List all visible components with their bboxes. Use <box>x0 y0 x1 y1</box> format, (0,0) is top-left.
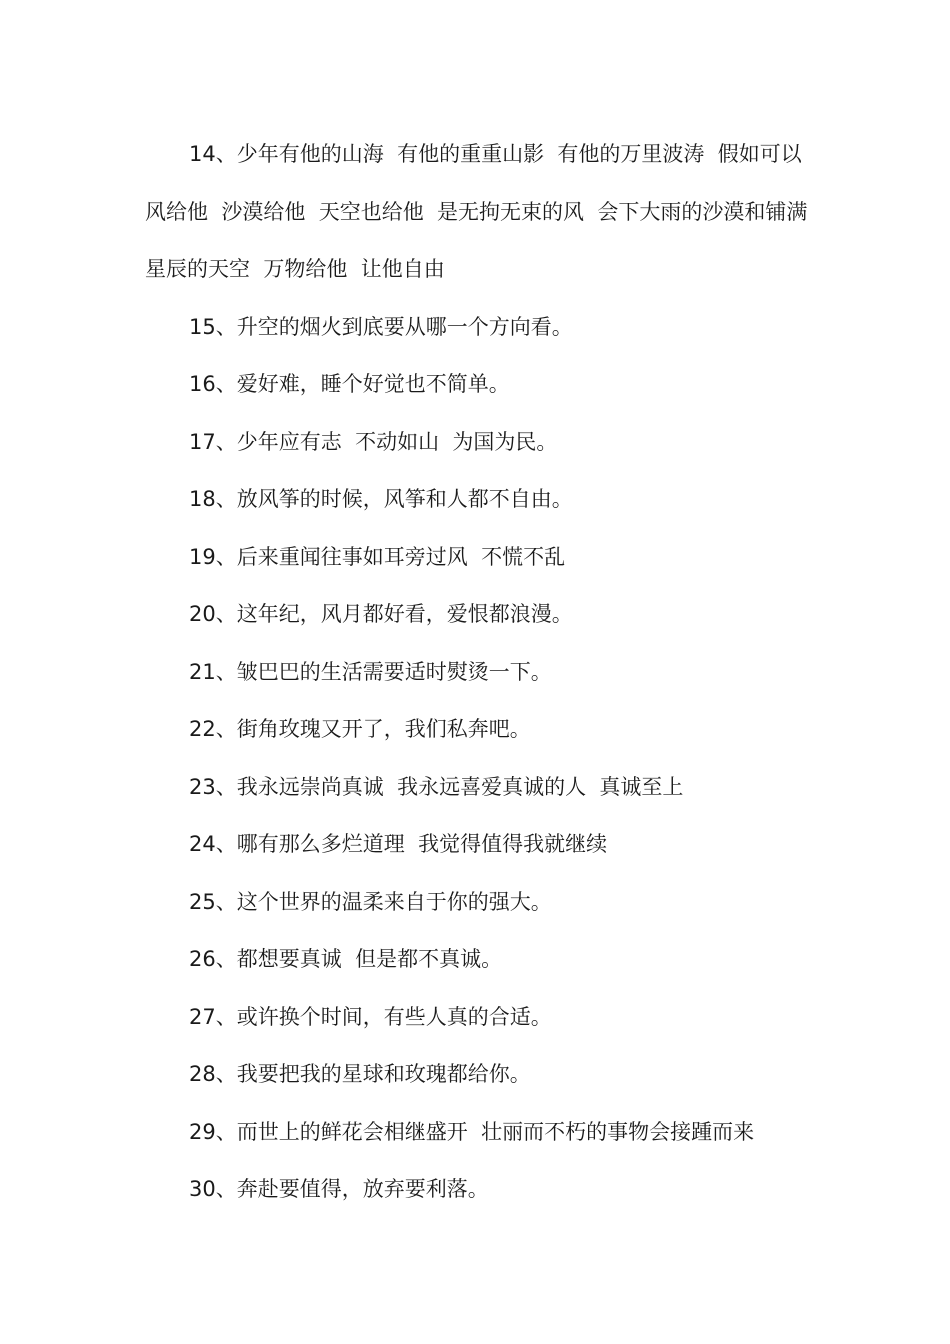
list-item: 16、爱好难，睡个好觉也不简单。 <box>189 372 510 396</box>
list-item: 21、皱巴巴的生活需要适时熨烫一下。 <box>189 659 552 684</box>
list-item: 28、我要把我的星球和玫瑰都给你。 <box>189 1062 531 1086</box>
list-item: 24、哪有那么多烂道理 我觉得值得我就继续 <box>189 832 608 856</box>
list-item: 25、这个世界的温柔来自于你的强大。 <box>189 889 552 914</box>
document-body <box>145 126 816 1219</box>
list-item: 29、而世上的鲜花会相继盛开 壮丽而不朽的事物会接踵而来 <box>189 1119 755 1144</box>
list-item: 27、或许换个时间，有些人真的合适。 <box>189 1004 552 1029</box>
list-item: 22、街角玫瑰又开了，我们私奔吧。 <box>189 717 531 741</box>
list-item: 14、少年有他的山海 有他的重重山影 有他的万里波涛 假如可以 风给他 沙漠给他 天空也给他 是无拘无束的风 会下大雨的沙漠和铺满星辰的天空 万物给他 让他自由 <box>145 142 816 281</box>
list-item: 23、我永远崇尚真诚 我永远喜爱真诚的人 真诚至上 <box>189 774 684 799</box>
list-item: 19、后来重闻往事如耳旁过风 不慌不乱 <box>189 544 566 569</box>
list-item: 26、都想要真诚 但是都不真诚。 <box>189 947 503 971</box>
list-item: 30、奔赴要值得，放弃要利落。 <box>189 1177 489 1201</box>
list-item: 15、升空的烟火到底要从哪一个方向看。 <box>189 314 573 339</box>
list-item: 18、放风筝的时候，风筝和人都不自由。 <box>189 487 573 511</box>
list-item: 20、这年纪，风月都好看，爱恨都浪漫。 <box>189 602 573 626</box>
list-item: 17、少年应有志 不动如山 为国为民。 <box>189 429 558 454</box>
